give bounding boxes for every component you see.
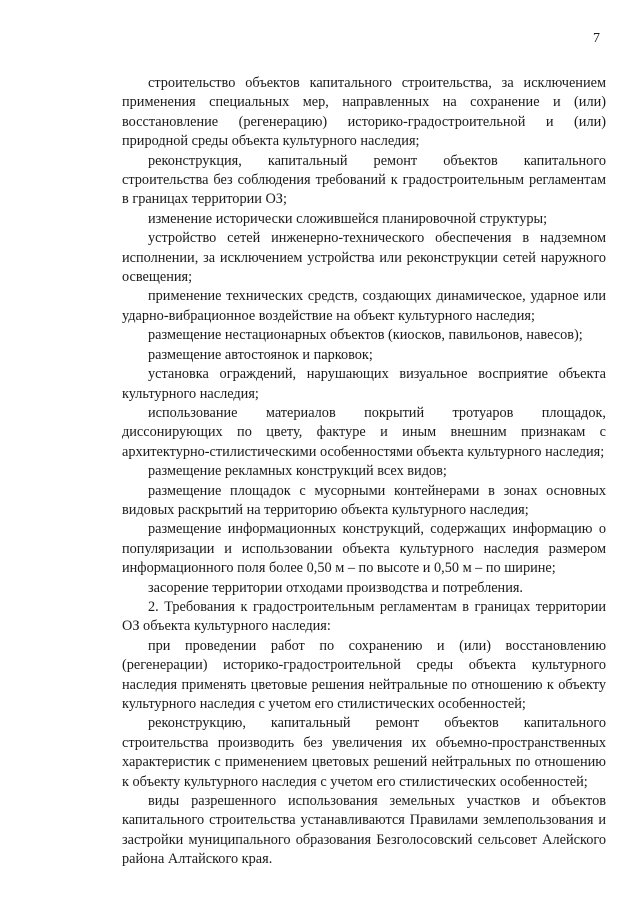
paragraph-restriction-overhead-networks: устройство сетей инженерно-технического обеспечения в надземном исполнении, за исключением устройства или реконструкции сетей наружного освещения; <box>122 230 606 286</box>
document-body <box>122 74 606 870</box>
paragraph-restriction-info-structures: размещение информационных конструкций, содержащих информацию о популяризации и использовании объекта культурного наследия размером информационного поля более 0,50 м – по высоте и 0,50 м – по ширине; <box>122 521 606 577</box>
paragraph-restriction-reconstruction: реконструкция, капитальный ремонт объектов капитального строительства без соблюдения требований к градостроительным регламентам в границах территории ОЗ; <box>122 152 606 208</box>
paragraph-requirement-reconstruction: реконструкцию, капитальный ремонт объектов капитального строительства производить без увеличения их объемно-пространственных характеристик с применением цветовых решений нейтральных по отношению к объекту культурного наследия с учетом его стилистических особенностей; <box>122 715 606 790</box>
paragraph-restriction-kiosks: размещение нестационарных объектов (киосков, павильонов, навесов); <box>148 327 583 344</box>
paragraph-restriction-fences: установка ограждений, нарушающих визуальное восприятие объекта культурного наследия; <box>122 366 606 402</box>
paragraph-restriction-littering: засорение территории отходами производства и потребления. <box>148 579 524 596</box>
paragraph-restriction-waste-containers: размещение площадок с мусорными контейнерами в зонах основных видовых раскрытий на территорию объекта культурного наследия; <box>122 482 606 518</box>
paragraph-requirement-land-use: виды разрешенного использования земельных участков и объектов капитального строительства устанавливаются Правилами землепользования и застройки муниципального образования Безголосовский сельсовет Алейского района Алтайского края. <box>122 793 606 868</box>
paragraph-restriction-planning-structure: изменение исторически сложившейся планировочной структуры; <box>148 210 548 227</box>
paragraph-restriction-advertising: размещение рекламных конструкций всех видов; <box>148 463 447 480</box>
paragraph-restriction-paving-materials: использование материалов покрытий тротуаров площадок, диссонирующих по цвету, фактуре и иным внешним признакам с архитектурно-стилистическими особенностями объекта культурного наследия; <box>122 404 606 460</box>
paragraph-restriction-parking: размещение автостоянок и парковок; <box>148 346 373 363</box>
paragraph-restriction-capital-construction: строительство объектов капитального строительства, за исключением применения специальных мер, направленных на сохранение и (или) восстановление (регенерацию) историко-градостроительной и (или) природной среды объекта культурного наследия; <box>122 75 606 150</box>
page-number: 7 <box>593 31 600 46</box>
paragraph-requirement-color-solutions: при проведении работ по сохранению и (или) восстановлению (регенерации) историко-градостроительной среды объекта культурного наследия применять цветовые решения нейтральные по отношению к объекту культурного наследия с учетом его стилистических особенностей; <box>122 637 606 712</box>
paragraph-section-2-heading: 2. Требования к градостроительным регламентам в границах территории ОЗ объекта культурного наследия: <box>122 598 606 635</box>
paragraph-restriction-vibration-impact: применение технических средств, создающих динамическое, ударное или ударно-вибрационное воздействие на объект культурного наследия; <box>122 288 606 324</box>
